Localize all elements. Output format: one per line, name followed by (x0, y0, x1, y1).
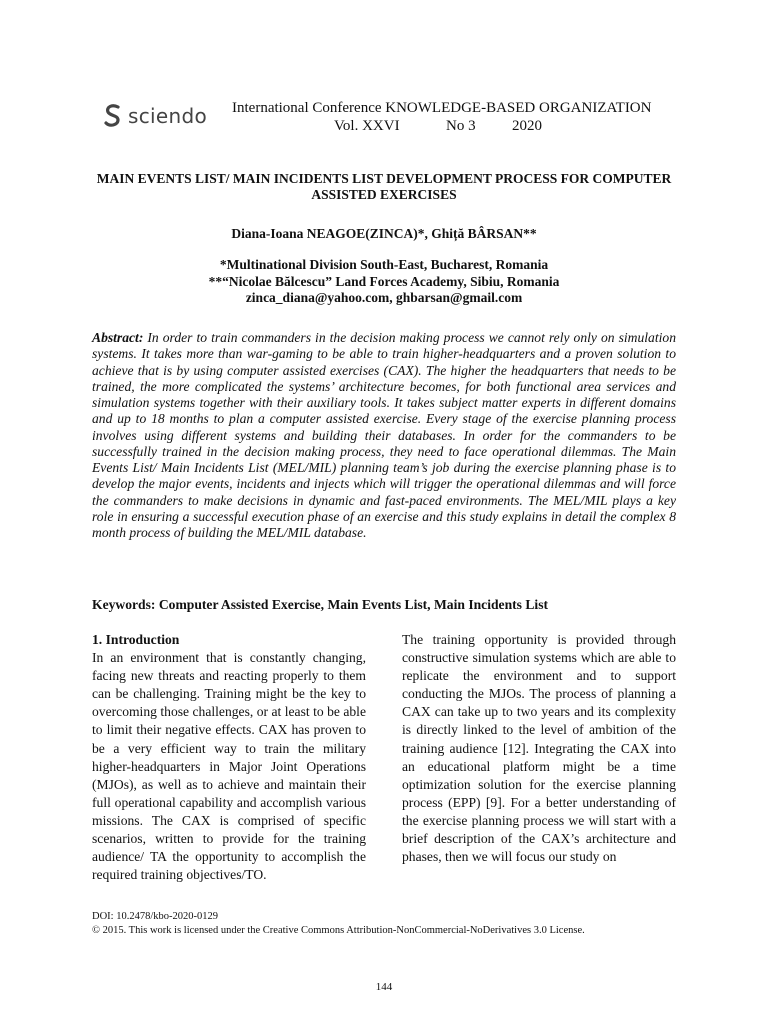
paper-title: MAIN EVENTS LIST/ MAIN INCIDENTS LIST DEVELOPMENT PROCESS FOR COMPUTER ASSISTED EXERCISES (96, 171, 672, 202)
conference-title: International Conference KNOWLEDGE-BASED ORGANIZATION (232, 100, 652, 116)
doi: DOI: 10.2478/kbo-2020-0129 (92, 911, 218, 922)
volume: Vol. XXVI (334, 118, 400, 134)
section-heading: 1. Introduction (92, 632, 180, 647)
right-column-text: The training opportunity is provided through constructive simulation systems which are able to replicate the environment and to support conducting the MJOs. The process of planning a CAX can take up to two years and its complexity is directly linked to the level of ambition of the training audience [12]. Integrating the CAX into an educational platform might be a time optimization solution for the exercise planning process (EPP) [9]. For a better understanding of the exercise planning process we will start with a brief description of the CAX’s architecture and phases, then we will focus our study on (402, 632, 676, 865)
conference-issue (334, 118, 542, 135)
keywords: Keywords: Computer Assisted Exercise, Main Events List, Main Incidents List (92, 597, 549, 612)
sciendo-logo-icon (104, 104, 122, 128)
left-column (92, 631, 366, 884)
license-note: © 2015. This work is licensed under the Creative Commons Attribution-NonCommercial-NoDerivatives 3.0 License. (92, 925, 585, 936)
abstract-text: In order to train commanders in the decision making process we cannot rely only on simulation systems. It takes more than war-gaming to be able to train higher-headquarters and a proven solution to achieve that is by using computer assisted exercises (CAX). The higher the headquarters that needs to be trained, the more complicated the systems’ architecture becomes, for both functional area services and simulation systems together with their auxiliary tools. It takes subject matter experts in different domains and up to 18 months to plan a computer assisted exercise. Every stage of the exercise planning process involves using different systems and building their databases. In order for the commanders to be successfully trained in the decision making process, they need to face operational dilemmas. The Main Events List/ Main Incidents List (MEL/MIL) planning team’s job during the exercise planning phase is to develop the major events, incidents and injects which will trigger the operational dilemmas and will force the commanders to make decisions in dynamic and fast-paced environments. The MEL/MIL plays a key role in ensuring a successful execution phase of an exercise and this study explains in detail the complex 8 month process of building the MEL/MIL database. (92, 330, 676, 540)
page-number: 144 (375, 981, 393, 993)
affiliations (0, 257, 768, 307)
year: 2020 (512, 118, 542, 134)
affiliation-1: *Multinational Division South-East, Bucharest, Romania (219, 257, 549, 272)
authors: Diana-Ioana NEAGOE(ZINCA)*, Ghiță BÂRSAN** (231, 226, 537, 241)
author-emails: zinca_diana@yahoo.com, ghbarsan@gmail.com (245, 290, 523, 305)
affiliation-2: **“Nicolae Bălcescu” Land Forces Academy, Sibiu, Romania (208, 273, 560, 289)
abstract (92, 330, 676, 541)
logo-text: sciendo (128, 104, 207, 128)
publisher-logo (104, 104, 207, 128)
abstract-label: Abstract: (92, 330, 144, 345)
left-column-text: In an environment that is constantly changing, facing new threats and reacting properly to them can be challenging. Training might be the key to overcoming those challenges, or at least to be able to limit their negative effects. CAX has proven to be a very efficient way to train the military higher-headquarters in Major Joint Operations (MJOs), as well as to achieve and maintain their full operational capability and accomplish various missions. The CAX is comprised of specific scenarios, written to provide for the training audience/ TA the opportunity to accomplish the required training objectives/TO. (92, 650, 366, 883)
right-column (402, 631, 676, 866)
issue-number: No 3 (446, 118, 476, 134)
